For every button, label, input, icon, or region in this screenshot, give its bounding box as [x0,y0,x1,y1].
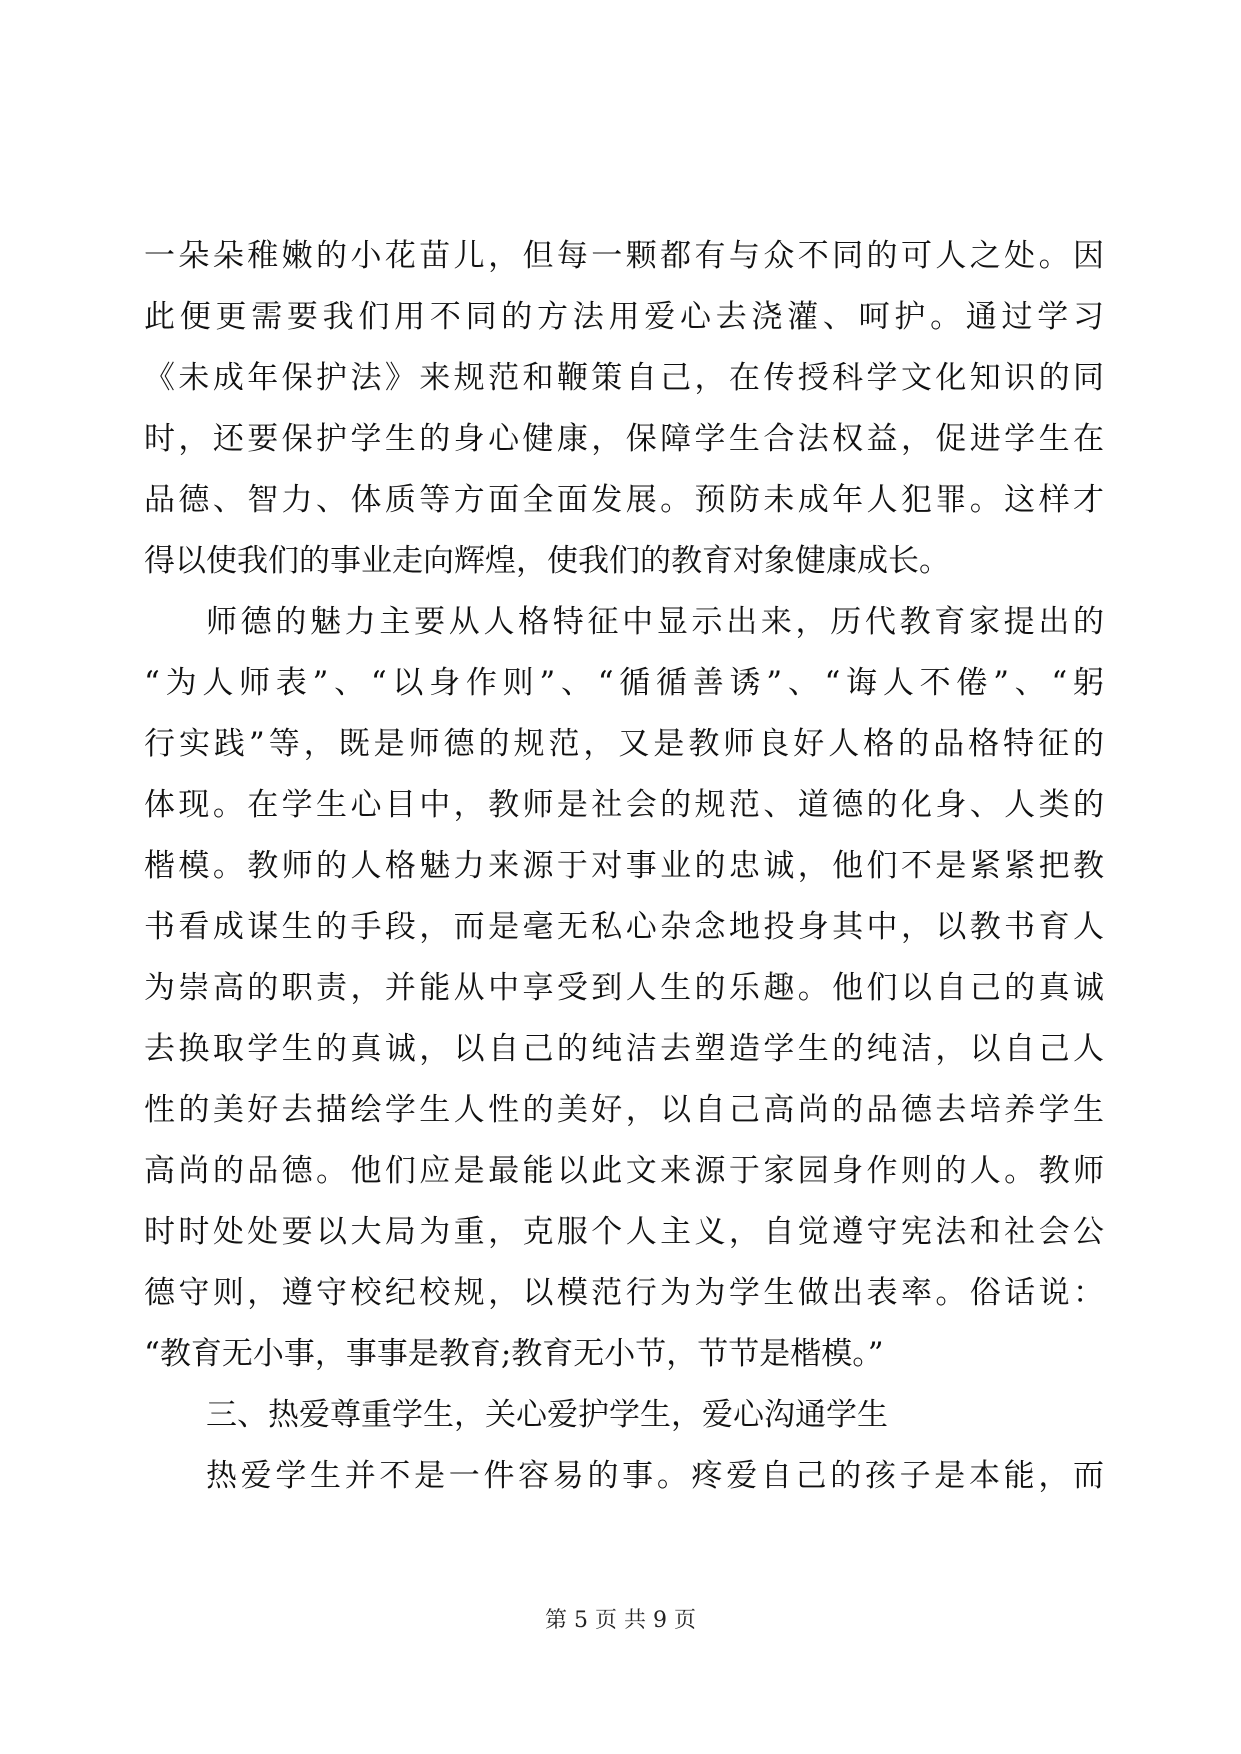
text-line: 时，还要保护学生的身心健康，保障学生合法权益，促进学生在 [144,421,1104,457]
paragraph-start-line: 师德的魅力主要从人格特征中显示出来，历代教育家提出的 [206,604,1104,640]
text-line: 书看成谋生的手段，而是毫无私心杂念地投身其中，以教书育人 [144,909,1104,945]
text-line: 品德、智力、体质等方面全面发展。预防未成年人犯罪。这样才 [144,482,1104,518]
text-line: 为崇高的职责，并能从中享受到人生的乐趣。他们以自己的真诚 [144,970,1104,1006]
text-line: 去换取学生的真诚，以自己的纯洁去塑造学生的纯洁，以自己人 [144,1031,1104,1067]
text-line: 体现。在学生心目中，教师是社会的规范、道德的化身、人类的 [144,787,1104,823]
paragraph-start-line: 热爱学生并不是一件容易的事。疼爱自己的孩子是本能，而 [206,1458,1104,1494]
text-line: “教育无小事，事事是教育;教育无小节，节节是楷模。” [144,1336,884,1372]
text-line: 《未成年保护法》来规范和鞭策自己，在传授科学文化知识的同 [144,360,1104,396]
text-line: 性的美好去描绘学生人性的美好，以自己高尚的品德去培养学生 [144,1092,1104,1128]
text-line: “为人师表”、“以身作则”、“循循善诱”、“诲人不倦”、“躬 [144,665,1104,701]
text-line: 行实践”等，既是师德的规范，又是教师良好人格的品格特征的 [144,726,1104,762]
body-text [144,226,1104,1507]
text-line: 德守则，遵守校纪校规，以模范行为为学生做出表率。俗话说： [144,1275,1104,1311]
page-number-footer: 第 5 页 共 9 页 [545,1608,696,1633]
text-line: 高尚的品德。他们应是最能以此文来源于家园身作则的人。教师 [144,1153,1104,1189]
text-line: 一朵朵稚嫩的小花苗儿，但每一颗都有与众不同的可人之处。因 [144,238,1104,274]
text-line: 楷模。教师的人格魅力来源于对事业的忠诚，他们不是紧紧把教 [144,848,1104,884]
section-heading: 三、热爱尊重学生，关心爱护学生，爱心沟通学生 [206,1397,888,1433]
text-line: 此便更需要我们用不同的方法用爱心去浇灌、呵护。通过学习 [144,299,1104,335]
text-line: 时时处处要以大局为重，克服个人主义，自觉遵守宪法和社会公 [144,1214,1104,1250]
text-line: 得以使我们的事业走向辉煌，使我们的教育对象健康成长。 [144,543,950,579]
